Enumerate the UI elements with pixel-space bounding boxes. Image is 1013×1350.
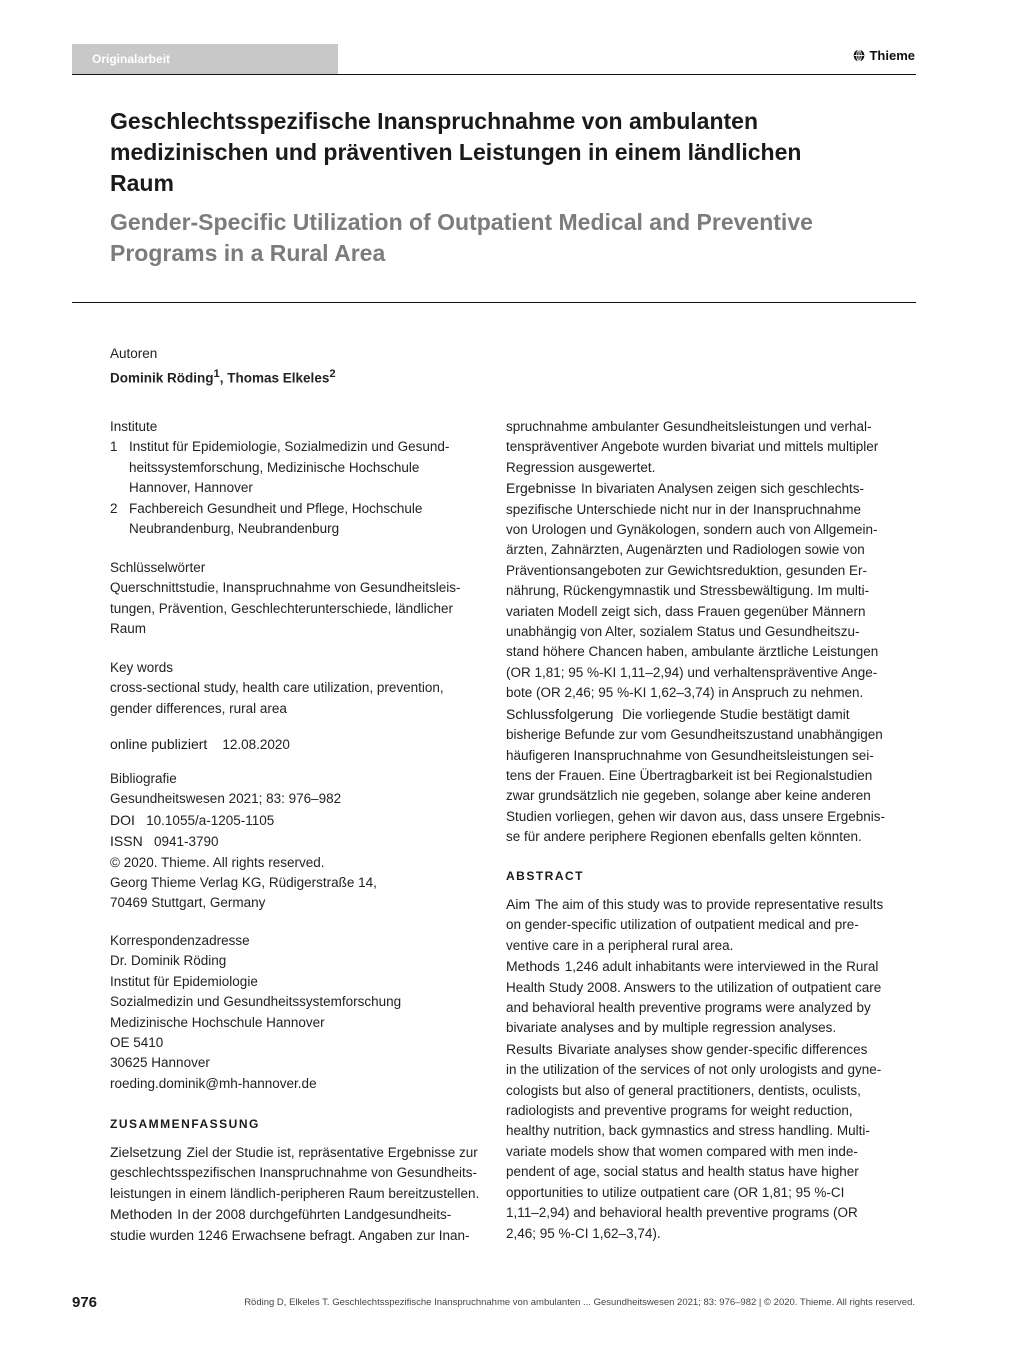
bibliography-journal: Gesundheitswesen 2021; 83: 976–982 <box>110 791 342 807</box>
results-text: radiologists and preventive programs for weight reduction, <box>506 1103 853 1119</box>
institute-line: Institut für Epidemiologie, Sozialmedizin und Gesund- <box>129 439 450 455</box>
ergebnisse-label: Ergebnisse <box>506 480 577 497</box>
methoden-text: In der 2008 durchgeführten Landgesundheits- <box>177 1207 452 1223</box>
ergebnisse-text: bote (OR 2,46; 95 %-KI 1,62–3,74) in Anspruch zu nehmen. <box>506 685 864 701</box>
correspondence-line: Dr. Dominik Röding <box>110 953 227 969</box>
results-text: 1,11–2,94) and behavioral health preventive programs (OR <box>506 1205 858 1221</box>
methoden-text: studie wurden 1246 Erwachsene befragt. Angaben zur Inan- <box>110 1227 470 1243</box>
keywords-german-heading: Schlüsselwörter <box>110 560 206 575</box>
schlussfolgerung-text: bisherige Befunde zur vom Gesundheitszustand unabhängigen <box>506 727 883 743</box>
keywords-german-section <box>110 558 480 640</box>
ergebnisse-text: unabhängig von Alter, sozialem Status und Gesundheitszu- <box>506 624 860 640</box>
correspondence-line: OE 5410 <box>110 1035 164 1051</box>
keywords-english-line: gender differences, rural area <box>110 700 287 716</box>
footer-citation: Röding D, Elkeles T. Geschlechtsspezifische Inanspruchnahme von ambulanten ... Gesundheitswesen 2021; 83: 976–982 | © 2020. Thieme. All rights reserved. <box>244 1297 915 1308</box>
institute-line: Neubrandenburg, Neubrandenburg <box>129 521 340 537</box>
institute-line: heitssystemforschung, Medizinische Hochschule <box>129 459 420 475</box>
doi-label: DOI <box>110 811 135 828</box>
title-divider <box>72 302 916 303</box>
aim-text: ventive care in a peripheral rural area. <box>506 937 734 953</box>
schlussfolgerung-text: häufigeren Inanspruchnahme von Gesundheitsleistungen sei- <box>506 747 874 763</box>
doi-link[interactable]: 10.1055/a-1205-1105 <box>146 812 275 828</box>
keywords-german-line: tungen, Prävention, Geschlechterunterschiede, ländlicher <box>110 600 453 616</box>
title-german <box>110 106 890 199</box>
online-published-label: online publiziert <box>110 736 208 752</box>
methods-text: Health Study 2008. Answers to the utilization of outpatient care <box>506 979 882 995</box>
schlussfolgerung-text: Die vorliegende Studie bestätigt damit <box>622 706 850 722</box>
keywords-german-line: Raum <box>110 621 147 637</box>
institute-item <box>110 437 480 498</box>
ergebnisse-text: stand höhere Chancen haben, ambulante ärztliche Leistungen <box>506 644 879 660</box>
title-german-line: medizinischen und präventiven Leistungen in einem ländlichen <box>110 139 802 165</box>
aim-text: The aim of this study was to provide representative results <box>535 897 884 912</box>
keywords-german-line: Querschnittstudie, Inanspruchnahme von Gesundheitsleis- <box>110 580 461 596</box>
authors-section <box>110 344 336 389</box>
correspondence-line: 30625 Hannover <box>110 1055 210 1071</box>
methoden-label: Methoden <box>110 1206 173 1223</box>
results-text: pendent of age, social status and health status have higher <box>506 1164 859 1180</box>
zielsetzung-label: Zielsetzung <box>110 1144 182 1160</box>
author-affiliation: 1 <box>213 368 220 381</box>
methods-text: and behavioral health preventive programs were analyzed by <box>506 1000 871 1016</box>
abstract-heading: ABSTRACT <box>506 869 584 883</box>
schlussfolgerung-text: Studien vorliegen, gehen wir davon aus, dass unsere Ergebnis- <box>506 808 885 824</box>
methoden-text: spruchnahme ambulanter Gesundheitsleistungen und verhal- <box>506 419 872 434</box>
aim-label: Aim <box>506 896 531 912</box>
zusammenfassung-heading: ZUSAMMENFASSUNG <box>110 1117 260 1131</box>
institutes-heading: Institute <box>110 419 158 434</box>
thieme-globe-icon <box>853 49 865 62</box>
aim-text: on gender-specific utilization of outpatient medical and pre- <box>506 917 859 933</box>
zielsetzung-text: Ziel der Studie ist, repräsentative Ergebnisse zur <box>186 1145 478 1160</box>
keywords-english-heading: Key words <box>110 660 174 675</box>
zielsetzung-text: leistungen in einem ländlich-peripheren Raum bereitzustellen. <box>110 1185 480 1201</box>
methods-label: Methods <box>506 958 560 975</box>
schlussfolgerung-label: Schlussfolgerung <box>506 705 614 722</box>
issn-value: 0941-3790 <box>153 834 219 850</box>
results-text: opportunities to utilize outpatient care (OR 1,81; 95 %-CI <box>506 1184 845 1200</box>
institute-number: 1 <box>110 439 118 455</box>
title-german-line: Raum <box>110 170 174 196</box>
results-text: 2,46; 95 %-CI 1,62–3,74). <box>506 1225 661 1241</box>
authors-heading: Autoren <box>110 346 158 361</box>
online-published <box>110 734 290 755</box>
author-affiliation: 2 <box>329 368 336 381</box>
ergebnisse-text: (OR 1,81; 95 %-KI 1,11–2,94) und verhaltenspräventive Ange- <box>506 664 878 680</box>
results-text: cologists but also of general practitioners, dentists, oculists, <box>506 1082 861 1098</box>
bibliography-heading: Bibliografie <box>110 771 177 786</box>
results-text: variate models show that women compared with men inde- <box>506 1143 858 1159</box>
results-label: Results <box>506 1040 553 1057</box>
methods-text: 1,246 adult inhabitants were interviewed in the Rural <box>564 959 879 975</box>
issn-label: ISSN <box>110 833 143 850</box>
ergebnisse-text: spezifische Unterschiede nicht nur in der Inanspruchnahme <box>506 501 861 517</box>
authors-list <box>110 364 336 389</box>
methoden-text: Regression ausgewertet. <box>506 459 656 475</box>
title-english-line: Gender-Specific Utilization of Outpatient Medical and Preventive <box>110 209 813 235</box>
methoden-text: tenspräventiver Angebote wurden bivariat und mittels multipler <box>506 439 879 455</box>
ergebnisse-text: In bivariaten Analysen zeigen sich geschlechts- <box>581 481 864 497</box>
correspondence-line: Institut für Epidemiologie <box>110 973 258 989</box>
institutes-section <box>110 417 480 539</box>
correspondence-heading: Korrespondenzadresse <box>110 933 250 948</box>
author-name: Dominik Röding <box>110 370 214 386</box>
publisher-name: Thieme <box>869 48 915 63</box>
results-text: healthy nutrition, back gymnastics and stress handling. Multi- <box>506 1123 870 1139</box>
zusammenfassung-continued <box>506 417 886 848</box>
abstract-body <box>506 894 886 1244</box>
zielsetzung-text: geschlechtsspezifischen Inanspruchnahme von Gesundheits- <box>110 1165 477 1181</box>
results-text: in the utilization of the services of not only urologists and gyne- <box>506 1062 882 1078</box>
correspondence-line: Sozialmedizin und Gesundheitssystemforschung <box>110 994 402 1010</box>
copyright-notice: © 2020. Thieme. All rights reserved. <box>110 854 325 870</box>
zusammenfassung-body <box>110 1142 486 1246</box>
article-type-label: Originalarbeit <box>72 44 338 75</box>
methods-text: bivariate analyses and by multiple regression analyses. <box>506 1020 837 1036</box>
schlussfolgerung-text: tens der Frauen. Eine Übertragbarkeit ist bei Regionalstudien <box>506 767 873 783</box>
schlussfolgerung-text: se für andere periphere Regionen ebenfalls gelten könnten. <box>506 829 862 845</box>
results-text: Bivariate analyses show gender-specific differences <box>557 1041 868 1057</box>
institute-item <box>110 499 480 540</box>
header-divider <box>72 74 916 75</box>
ergebnisse-text: ärzten, Zahnärzten, Augenärzten und Radiologen sowie von <box>506 542 865 558</box>
ergebnisse-text: variaten Modell zeigt sich, dass Frauen gegenüber Männern <box>506 603 866 619</box>
title-english-line: Programs in a Rural Area <box>110 240 386 266</box>
institute-number: 2 <box>110 500 118 516</box>
institute-line: Hannover, Hannover <box>129 480 253 496</box>
ergebnisse-text: von Urologen und Gynäkologen, sondern auch von Allgemein- <box>506 522 878 538</box>
bibliography-section <box>110 769 480 914</box>
correspondence-line: Medizinische Hochschule Hannover <box>110 1014 325 1030</box>
title-english <box>110 207 900 269</box>
author-separator: , <box>219 370 228 386</box>
publisher-address: 70469 Stuttgart, Germany <box>110 895 266 911</box>
page-number: 976 <box>72 1294 98 1311</box>
author-name: Thomas Elkeles <box>227 370 330 386</box>
title-german-line: Geschlechtsspezifische Inanspruchnahme von ambulanten <box>110 108 759 134</box>
schlussfolgerung-text: zwar grundsätzlich nie gegeben, solange aber keine anderen <box>506 788 871 804</box>
publisher-logo <box>853 48 915 63</box>
correspondence-email[interactable]: roeding.dominik@mh-hannover.de <box>110 1075 317 1091</box>
correspondence-section <box>110 931 480 1094</box>
institute-line: Fachbereich Gesundheit und Pflege, Hochschule <box>129 500 423 516</box>
ergebnisse-text: Präventionsangeboten zur Gewichtsreduktion, gesunden Er- <box>506 562 867 578</box>
ergebnisse-text: nährung, Rückengymnastik und Stressbewältigung. Im multi- <box>506 583 870 599</box>
keywords-english-line: cross-sectional study, health care utilization, prevention, <box>110 680 444 696</box>
online-published-date: 12.08.2020 <box>222 737 290 752</box>
publisher-address: Georg Thieme Verlag KG, Rüdigerstraße 14, <box>110 875 377 891</box>
keywords-english-section <box>110 658 480 719</box>
